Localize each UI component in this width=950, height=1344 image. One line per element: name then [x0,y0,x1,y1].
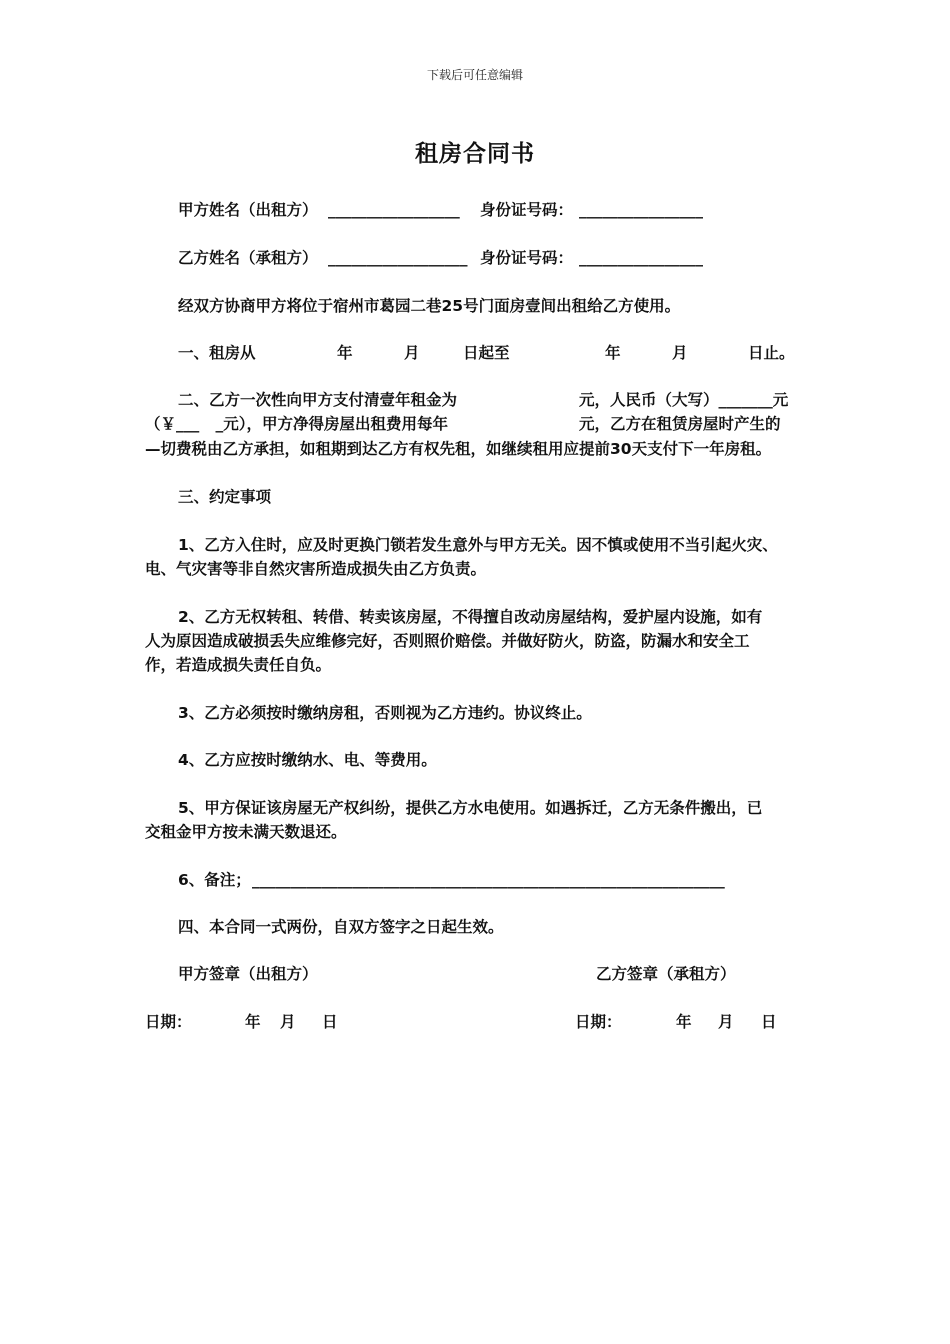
party-a-name-blank: _________________ [328,201,460,219]
party-a-date-label: 日期： [145,1013,192,1031]
item-5-line-1: 5、甲方保证该房屋无产权纠纷，提供乙方水电使用。如遇拆迁，乙方无条件搬出，已 [178,799,763,817]
party-b-id-blank: ________________ [579,249,703,267]
section-4: 四、本合同一式两份，自双方签字之日起生效。 [178,918,504,936]
party-a-date-day: 日 [322,1013,338,1031]
term-from: 日起至 [463,344,510,362]
party-b-label: 乙方姓名（承租方） [178,249,318,267]
party-b-name-blank: __________________ [328,249,468,267]
party-b-date-label: 日期： [575,1013,622,1031]
item-2-line-2: 人为原因造成破损丢失应维修完好，否则照价赔偿。并做好防火，防盗，防漏水和安全工 [145,632,750,650]
party-a-date-year: 年 [245,1013,261,1031]
term-month-1: 月 [404,344,420,362]
term-month-2: 月 [672,344,688,362]
item-6-label: 6、备注； [178,871,251,889]
term-year-2: 年 [605,344,621,362]
document-title: 租房合同书 [415,141,535,167]
rent-line-2a: （￥___ _元），甲方净得房屋出租费用每年 [145,415,448,433]
rent-line-2b: 元，乙方在租赁房屋时产生的 [579,415,781,433]
header-note: 下载后可任意编辑 [426,68,523,82]
item-5-line-2: 交租金甲方按未满天数退还。 [145,823,347,841]
party-a-id-label: 身份证号码： [480,201,574,219]
party-a-id-blank: ________________ [579,201,703,219]
item-6-remarks-blank: _____________________________________________________________ [252,871,725,889]
party-b-id-label: 身份证号码： [480,249,574,267]
rent-line-1b: 元，人民币（大写）_______元 [579,391,789,409]
term-until: 日止。 [748,344,795,362]
section-3-title: 三、约定事项 [178,488,272,506]
item-3: 3、乙方必须按时缴纳房租，否则视为乙方违约。协议终止。 [178,704,592,722]
item-2-line-1: 2、乙方无权转租、转借、转卖该房屋，不得擅自改动房屋结构，爱护屋内设施，如有 [178,608,763,626]
item-1-line-2: 电、气灾害等非自然灾害所造成损失由乙方负责。 [145,560,487,578]
term-prefix: 一、租房从 [178,344,256,362]
item-4: 4、乙方应按时缴纳水、电、等费用。 [178,751,437,769]
party-a-date-month: 月 [280,1013,296,1031]
item-1-line-1: 1、乙方入住时，应及时更换门锁若发生意外与甲方无关。因不慎或使用不当引起火灾、 [178,536,778,554]
rent-line-1a: 二、乙方一次性向甲方支付清壹年租金为 [178,391,458,409]
item-2-line-3: 作，若造成损失责任自负。 [145,656,332,674]
party-b-date-month: 月 [718,1013,734,1031]
party-b-signature-label: 乙方签章（承租方） [596,965,736,983]
party-a-signature-label: 甲方签章（出租方） [178,965,318,983]
party-b-date-year: 年 [676,1013,692,1031]
rent-line-3: —切费税由乙方承担，如租期到达乙方有权先租，如继续租用应提前30天支付下一年房租。 [145,440,772,458]
party-b-date-day: 日 [761,1013,777,1031]
party-a-label: 甲方姓名（出租方） [178,201,318,219]
term-year-1: 年 [337,344,353,362]
intro-paragraph: 经双方协商甲方将位于宿州市葛园二巷25号门面房壹间出租给乙方使用。 [178,297,681,315]
